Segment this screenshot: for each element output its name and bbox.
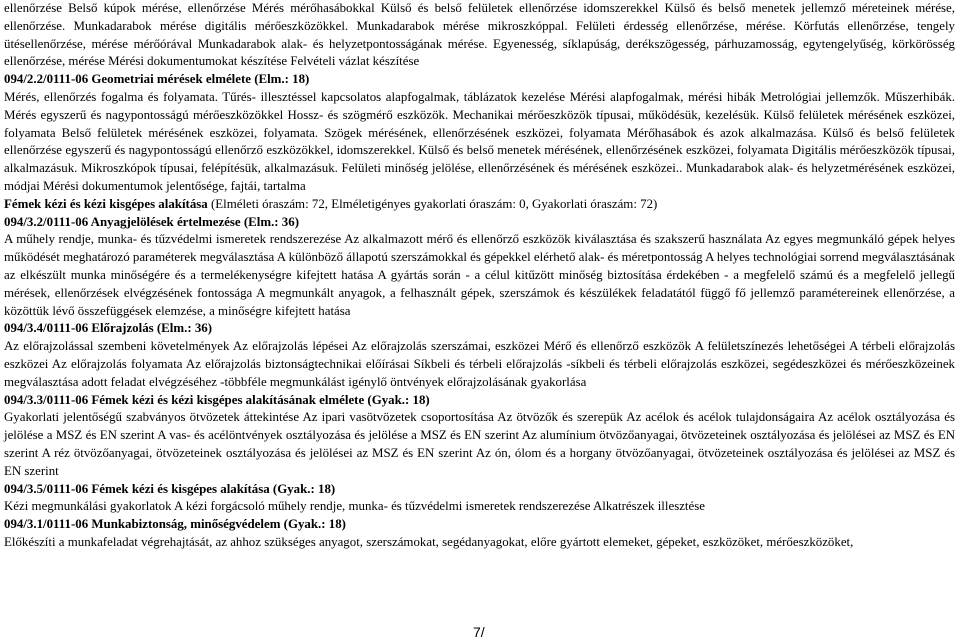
document-body [4,0,955,552]
paragraph-marking-out: Az előrajzolással szembeni követelmények Az előrajzolás lépései Az előrajzolás szerszámai, eszközei Mérő és ellenőrző eszközök A felületszínezés lehetőségei A térbeli előrajzolás eszközei Az előrajzolás folyamata Az előrajzolás biztonságtechnikai előírásai Síkbeli és térbeli előrajzolás -síkbeli és térbeli előrajzolás eszközei, segédeszközei és mérőeszközeinek megválasztása adott feladat elvégzéséhez -többféle megmunkálást igénylő öntvények előrajzolásának gyakorlása [4,339,955,389]
section-heading-manual-forming: 094/3.5/0111-06 Fémek kézi és kisgépes alakítása (Gyak.: 18) [4,481,336,496]
module-title-line [4,196,955,214]
paragraph-geometric-measurements-theory: Mérés, ellenőrzés fogalma és folyamata. Tűrés- illesztéssel kapcsolatos alapfogalmak, táblázatok kezelése Mérési alapfogalmak, mérési hibák Metrológiai jellemzők. Műszerhibák. Mérés egyszerű és nagypontosságú mérőeszközökkel Hossz- és szögmérő eszközök. Mechanikai mérőeszközök típusai, működésük, kezelésük. Külső felületek mérésének eszközei, folyamata Belső felületek mérésének eszközei, folyamata. Szögek mérésének, ellenőrzésének eszközei, folyamata Mérőhasábok és azok alkalmazása. Külső és belső felületek ellenőrzése egyszerű és nagypontosságú ellenőrző eszközökkel, idomszerekkel. Külső és belső menetek mérésének, ellenőrzésének eszközei, folyamata Digitális mérőeszközök típusai, alkalmazásuk. Mikroszkópok típusai, felépítésük, alkalmazásuk. Felületi minőség jelölése, ellenőrzésének és mérésének eszközei.. Munkadarabok alak- és helyzetmérésének eszközei, módjai Mérési dokumentumok jelentősége, fajtái, tartalma [4,89,955,193]
section-heading-work-safety: 094/3.1/0111-06 Munkabiztonság, minőségvédelem (Gyak.: 18) [4,517,346,532]
paragraph-manual-machining: Kézi megmunkálási gyakorlatok A kézi forgácsoló műhely rendje, munka- és tűzvédelmi ismeretek rendszerezése Alkatrészek illesztése [4,499,705,514]
section-heading-manual-forming-theory: 094/3.3/0111-06 Fémek kézi és kézi kisgépes alakításának elmélete (Gyak.: 18) [4,392,430,407]
paragraph-measurement-tasks: ellenőrzése Belső kúpok mérése, ellenőrzése Mérés mérőhasábokkal Külső és belső felületek ellenőrzése idomszerekkel Külső és belső menetek jellemző méreteinek mérése, ellenőrzése. Munkadarabok mérése digitális mérőeszközökkel. Munkadarabok mérése mikroszkóppal. Felületi érdesség ellenőrzése, mérése. Körfutás ellenőrzése, tengely ütésellenőrzése, mérése mérőórával Munkadarabok alak- és helyzetpontosságának mérése. Egyenesség, síklapúság, derékszögesség, párhuzamosság, egytengelyűség, körkörösség ellenőrzése, mérése Mérési dokumentumokat készítése Felvételi vázlat készítése [4,1,955,69]
module-title: Fémek kézi és kézi kisgépes alakítása [4,196,208,211]
paragraph-workshop-rules: A műhely rendje, munka- és tűzvédelmi ismeretek rendszerezése Az alkalmazott mérő és ellenőrző eszközök kiválasztása és szakszerű használata Az egyes megmunkáló gépek helyes működését meghatározó paraméterek megválasztása A különböző állapotú szerszámokkal és gépekkel elérhető alak- és méretpontosság A helyes technológiai sorrend megválasztásának az elkészült munka minőségére és a termelékenységre kifejtett hatása A gyártás során - a célul kitűzött minőség biztosítása érdekében - a megfelelő számú és a megfelelő jellegű mérések, ellenőrzések elvégzésének fontossága A megmunkált anyagok, a felhasznált gépek, szerszámok és készülékek feladatától függő fő jellemző paramétereinek ellenőrzése, a közöttük lévő összefüggések elemzése, a minőségre kifejtett hatása [4,232,955,318]
section-heading-geometric-measurements: 094/2.2/0111-06 Geometriai mérések elmélete (Elm.: 18) [4,72,310,87]
module-hours: (Elméleti óraszám: 72, Elméletigényes gyakorlati óraszám: 0, Gyakorlati óraszám: 72) [207,196,658,211]
section-heading-marking-out: 094/3.4/0111-06 Előrajzolás (Elm.: 36) [4,321,213,336]
page-number: 7/ [473,624,485,640]
paragraph-alloys: Gyakorlati jelentőségű szabványos ötvözetek áttekintése Az ipari vasötvözetek csoportosítása Az ötvözők és szerepük Az acélok és acélok tulajdonságaira Az acélok osztályozása és jelölése a MSZ és EN szerint A vas- és acélöntvények osztályozása és jelölése a MSZ és EN szerint Az alumínium ötvözőanyagai, ötvözeteinek osztályozása és jelölései az MSZ és EN szerint A réz ötvözőanyagai, ötvözeteinek osztályozása és jelölései az MSZ és EN szerint Az ón, ólom és a horgany ötvözőanyagai, ötvözeteinek osztályozása és jelölései az MSZ és EN szerint [4,410,955,478]
section-heading-material-designations: 094/3.2/0111-06 Anyagjelölések értelmezése (Elm.: 36) [4,214,299,229]
paragraph-work-preparation: Előkészíti a munkafeladat végrehajtását, az ahhoz szükséges anyagot, szerszámokat, segédanyagokat, előre gyártott elemeket, gépeket, eszközöket, mérőeszközöket, [4,534,854,549]
